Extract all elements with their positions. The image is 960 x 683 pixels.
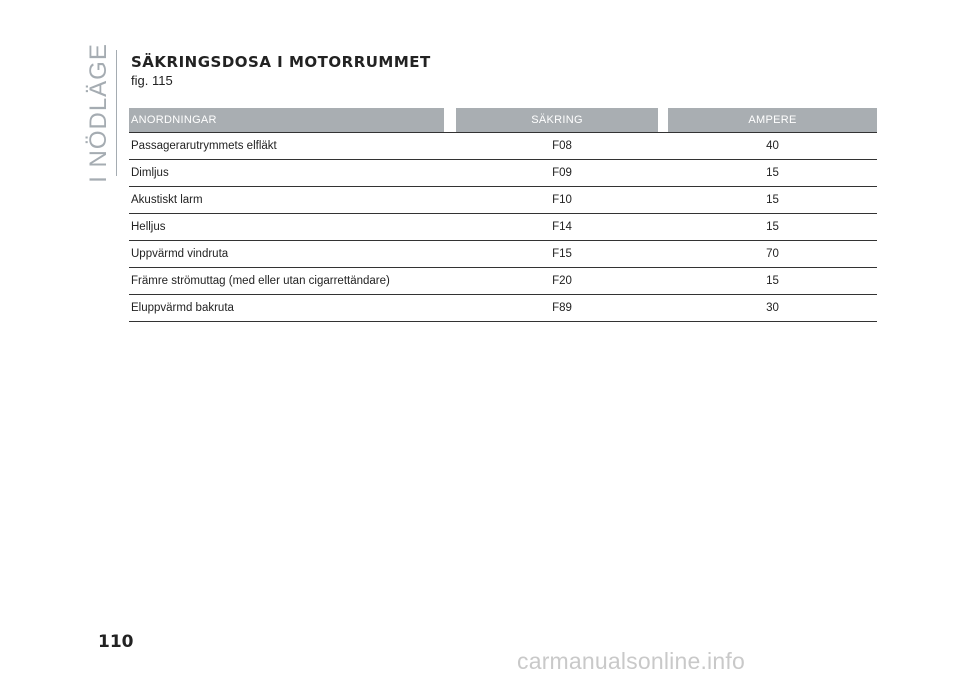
device-cell: Passagerarutrymmets elfläkt bbox=[131, 140, 277, 152]
device-cell: Eluppvärmd bakruta bbox=[131, 302, 234, 314]
table-row bbox=[129, 241, 877, 268]
watermark: carmanualsonline.info bbox=[517, 648, 745, 674]
ampere-cell: 15 bbox=[766, 167, 779, 179]
table-row bbox=[129, 268, 877, 295]
column-header-fuse: SÄKRING bbox=[456, 108, 658, 132]
fuse-cell: F09 bbox=[552, 167, 572, 179]
table-row bbox=[129, 214, 877, 241]
page-number: 110 bbox=[98, 632, 134, 652]
fuse-cell: F14 bbox=[552, 221, 572, 233]
table-body bbox=[129, 132, 877, 322]
device-cell: Uppvärmd vindruta bbox=[131, 248, 229, 260]
device-cell: Helljus bbox=[131, 221, 166, 233]
column-header-device: ANORDNINGAR bbox=[129, 108, 444, 132]
ampere-cell: 15 bbox=[766, 194, 779, 206]
device-cell: Akustiskt larm bbox=[131, 194, 203, 206]
figure-reference: fig. 115 bbox=[131, 73, 173, 88]
fuse-table bbox=[129, 108, 877, 322]
fuse-cell: F20 bbox=[552, 275, 572, 287]
device-cell: Dimljus bbox=[131, 167, 169, 179]
section-side-label-text: I NÖDLÄGE bbox=[85, 43, 112, 183]
fuse-cell: F15 bbox=[552, 248, 572, 260]
table-row bbox=[129, 295, 877, 322]
ampere-cell: 40 bbox=[766, 140, 779, 152]
ampere-cell: 15 bbox=[766, 221, 779, 233]
section-side-label bbox=[84, 43, 114, 183]
table-row bbox=[129, 160, 877, 187]
table-header bbox=[129, 108, 877, 132]
ampere-cell: 70 bbox=[766, 248, 779, 260]
ampere-cell: 30 bbox=[766, 302, 779, 314]
side-divider bbox=[116, 50, 117, 176]
device-cell: Främre strömuttag (med eller utan cigarrettändare) bbox=[131, 275, 390, 287]
page-title: SÄKRINGSDOSA I MOTORRUMMET bbox=[131, 53, 431, 71]
column-header-ampere: AMPERE bbox=[668, 108, 877, 132]
fuse-cell: F08 bbox=[552, 140, 572, 152]
fuse-cell: F89 bbox=[552, 302, 572, 314]
fuse-cell: F10 bbox=[552, 194, 572, 206]
table-row bbox=[129, 133, 877, 160]
table-row bbox=[129, 187, 877, 214]
ampere-cell: 15 bbox=[766, 275, 779, 287]
